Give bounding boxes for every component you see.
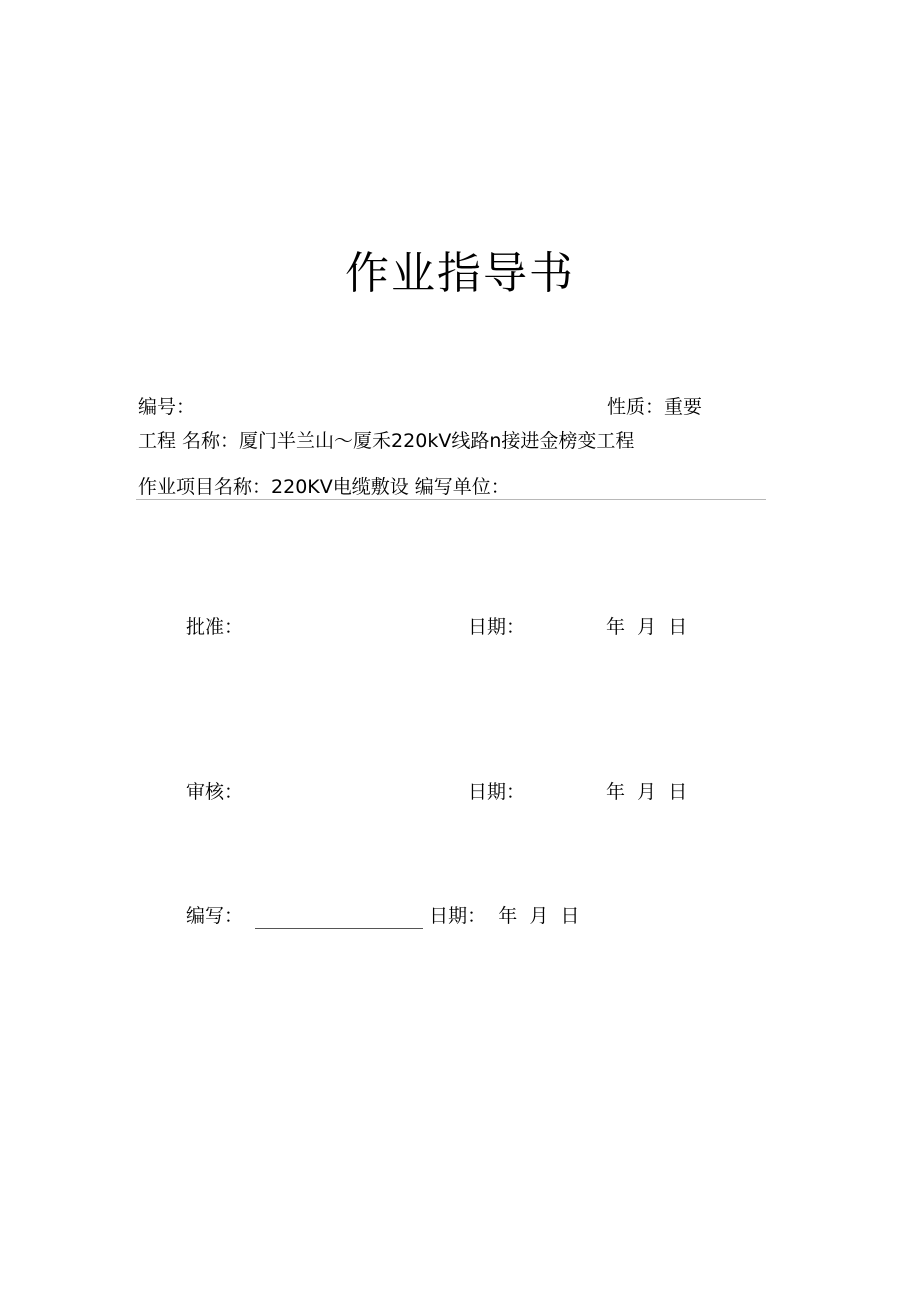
nature-value: 重要 [664,396,703,418]
approval-label: 批准： [186,616,244,638]
day-label: 日 [668,616,688,638]
number-label: 编号： [138,396,196,418]
author-date-label: 日期： [429,905,487,927]
project-name-field [138,428,634,454]
document-title: 作业指导书 [345,248,575,299]
month-label: 月 [637,616,657,638]
review-date [606,779,687,805]
author-signature-line[interactable] [255,910,423,929]
day-label: 日 [668,781,688,803]
project-name-label: 工程 名称： [138,430,240,452]
writing-unit-label: 编写单位： [414,476,510,498]
approval-date-label: 日期： [468,616,526,638]
author-label: 编写： [186,905,244,927]
year-label: 年 [606,616,626,638]
review-label: 审核： [186,781,244,803]
nature-field [607,394,702,420]
author-row [186,903,579,929]
task-name-value: 220KV电缆敷设 [271,476,409,498]
year-label: 年 [606,781,626,803]
review-date-label: 日期： [468,781,526,803]
header-divider [136,499,766,500]
approval-date [606,614,687,640]
task-name-label: 作业项目名称： [138,476,272,498]
month-label: 月 [637,781,657,803]
project-name-value: 厦门半兰山～厦禾220kV线路n接进金榜变工程 [239,430,635,452]
year-label: 年 [498,905,518,927]
task-name-field [138,474,510,500]
nature-label: 性质： [607,396,665,418]
day-label: 日 [560,905,580,927]
month-label: 月 [529,905,549,927]
